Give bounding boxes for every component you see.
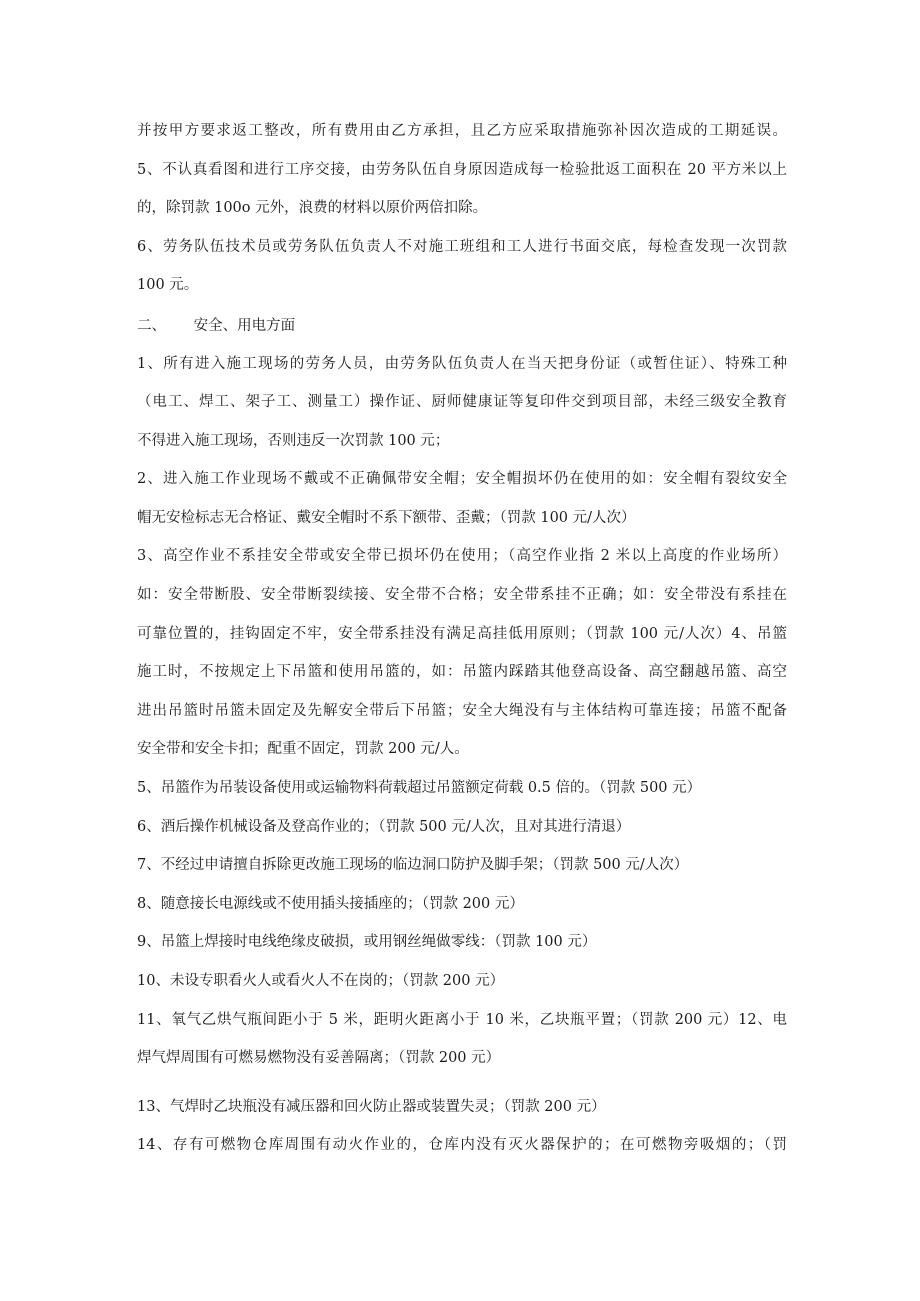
text-line: 11、氧气乙烘气瓶间距小于 5 米，距明火距离小于 10 米，乙块瓶平置；（罚款 200 元）12、电 <box>137 1012 787 1028</box>
text-line: 的，除罚款 100o 元外，浪费的材料以原价两倍扣除。 <box>137 200 488 216</box>
text-line: （电工、焊工、架子工、测量工）操作证、厨师健康证等复印件交到项目部，未经三级安全教育 <box>137 394 787 410</box>
section-heading: 二、 安全、用电方面 <box>137 318 296 334</box>
text-line: 不得进入施工现场，否则违反一次罚款 100 元； <box>137 433 450 449</box>
text-line: 10、未设专职看火人或看火人不在岗的；（罚款 200 元） <box>137 973 505 989</box>
text-line: 5、吊篮作为吊装设备使用或运输物料荷载超过吊篮额定荷载 0.5 倍的。（罚款 500 元） <box>137 780 702 796</box>
text-line: 8、随意接长电源线或不使用插头接插座的；（罚款 200 元） <box>137 896 524 912</box>
text-line: 7、不经过申请擅自拆除更改施工现场的临边洞口防护及脚手架；（罚款 500 元/人次） <box>137 857 689 873</box>
text-line: 帽无安检标志无合格证、戴安全帽时不系下额带、歪戴；（罚款 100 元/人次） <box>137 510 636 526</box>
text-line: 施工时，不按规定上下吊篮和使用吊篮的，如：吊篮内踩踏其他登高设备、高空翻越吊篮、高空 <box>137 664 787 680</box>
text-line: 6、劳务队伍技术员或劳务队伍负责人不对施工班组和工人进行书面交底，每检查发现一次罚款 <box>137 239 787 255</box>
text-line: 并按甲方要求返工整改，所有费用由乙方承担，且乙方应采取措施弥补因次造成的工期延误。 <box>137 123 787 139</box>
text-line: 1、所有进入施工现场的劳务人员，由劳务队伍负责人在当天把身份证（或暂住证）、特殊工种 <box>137 356 787 372</box>
text-line: 100 元。 <box>137 277 199 293</box>
text-line: 6、酒后操作机械设备及登高作业的；（罚款 500 元/人次，且对其进行清退） <box>137 819 631 835</box>
text-line: 14、存有可燃物仓库周围有动火作业的，仓库内没有灭火器保护的；在可燃物旁吸烟的；（罚 <box>137 1137 787 1153</box>
text-line: 焊气焊周围有可燃易燃物没有妥善隔离；（罚款 200 元） <box>137 1050 501 1066</box>
text-line: 可靠位置的，挂钩固定不牢，安全带系挂没有满足高挂低用原则；（罚款 100 元/人次）4、吊篮 <box>137 626 787 642</box>
text-line: 进出吊篮时吊篮未固定及先解安全带后下吊篮；安全大绳没有与主体结构可靠连接；吊篮不配备 <box>137 703 787 719</box>
text-line: 安全带和安全卡扣；配重不固定，罚款 200 元/人。 <box>137 741 469 757</box>
text-line: 3、高空作业不系挂安全带或安全带已损坏仍在使用；（高空作业指 2 米以上高度的作业场所） <box>137 548 787 564</box>
text-line: 13、气焊时乙块瓶没有减压器和回火防止器或装置失灵；（罚款 200 元） <box>137 1099 606 1115</box>
text-line: 5、不认真看图和进行工序交接，由劳务队伍自身原因造成每一检验批返工面积在 20 平方米以上 <box>137 162 787 178</box>
text-line: 9、吊篮上焊接时电线绝缘皮破损，或用钢丝绳做零线：（罚款 100 元） <box>137 934 597 950</box>
text-line: 2、进入施工作业现场不戴或不正确佩带安全帽；安全帽损坏仍在使用的如：安全帽有裂纹安全 <box>137 471 787 487</box>
text-line: 如：安全带断股、安全带断裂续接、安全带不合格；安全带系挂不正确；如：安全带没有系挂在 <box>137 587 787 603</box>
